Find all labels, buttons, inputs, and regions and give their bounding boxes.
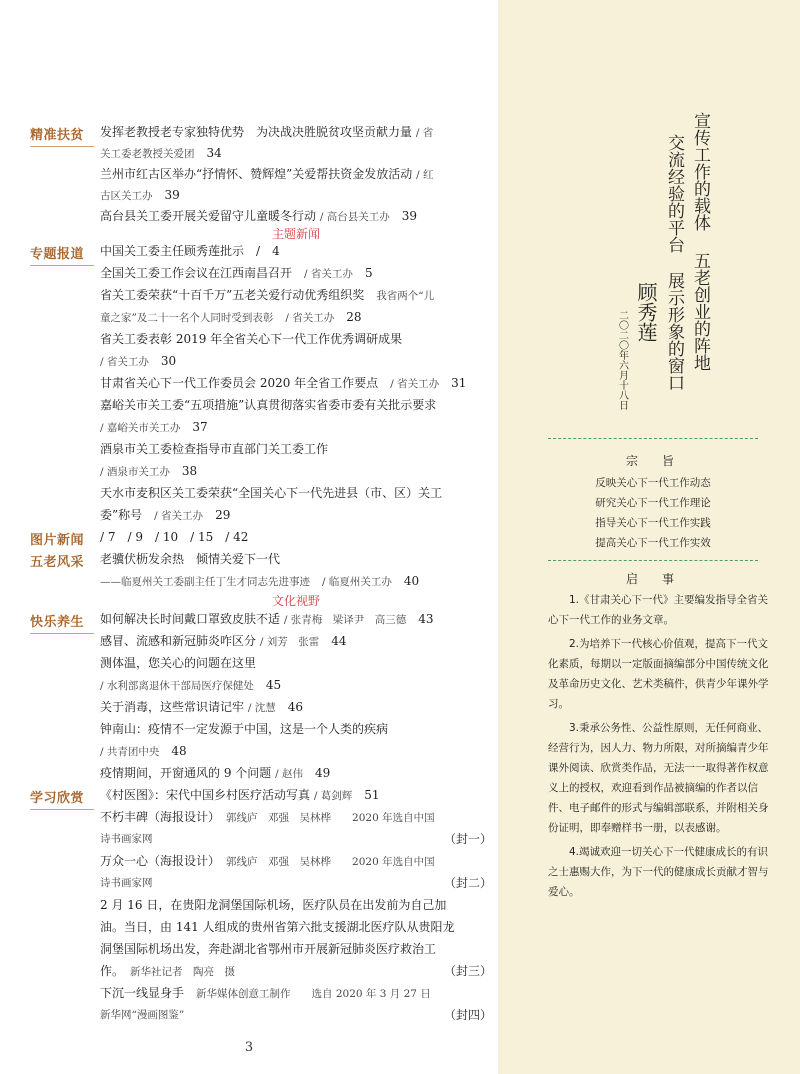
toc-entry[interactable]: 省关工委表彰 2019 年全省关心下一代工作优秀调研成果: [100, 332, 403, 346]
toc-entry[interactable]: ——临夏州关工委副主任丁生才同志先进事迹 / 临夏州关工办 40: [100, 574, 420, 588]
toc-entry[interactable]: 天水市麦积区关工委荣获“全国关心下一代先进县（市、区）关工: [100, 486, 443, 500]
toc-entry[interactable]: 2 月 16 日，在贵阳龙洞堡国际机场，医疗队员在出发前为自己加: [100, 898, 447, 912]
toc-entry[interactable]: / 省关工办 30: [100, 354, 177, 368]
calligraphy-inscription: [600, 92, 720, 412]
notice-paragraph: 1.《甘肃关心下一代》主要编发指导全省关心下一代工作的业务文章。: [548, 594, 769, 626]
toc-entry[interactable]: / 共青团中央 48: [100, 744, 187, 758]
calligraphy-col1: 宣传工作的载体: [690, 112, 710, 231]
toc-entry[interactable]: 老骥伏枥发余热 倾情关爱下一代: [100, 552, 281, 566]
tenet-item: 反映关心下一代工作动态: [595, 477, 711, 489]
section-jingzhun: 精准扶贫: [30, 128, 85, 143]
toc-entry[interactable]: 感冒、流感和新冠肺炎咋区分 / 刘芳 张雷 44: [100, 634, 347, 648]
calligraphy-date: 二〇二〇年六月十八日: [616, 310, 628, 410]
toc-entry[interactable]: 童之家”及二十一名个人同时受到表彰 / 省关工办 28: [100, 310, 362, 324]
section-rule: [30, 265, 94, 266]
toc-entry[interactable]: 不朽丰碑（海报设计） 郭线庐 邓强 吴林桦 2020 年选自中国: [100, 810, 435, 824]
toc-entry[interactable]: 诗书画家网 （封一）: [100, 832, 492, 846]
toc-entry[interactable]: 中国关工委主任顾秀莲批示 / 4: [100, 244, 280, 258]
calligraphy-col2: 交流经验的平台: [664, 134, 684, 253]
toc-entry[interactable]: 兰州市红古区举办“抒情怀、赞辉煌”关爱帮扶资金发放活动 / 红: [100, 167, 434, 181]
notice-paragraph: 2.为培养下一代核心价值观，提高下一代文化素质，每期以一定版面摘编部分中国传统文化及革命历史文化、艺术类稿件，供青少年课外学习。: [548, 638, 769, 710]
toc-entry[interactable]: 如何解决长时间戴口罩致皮肤不适 / 张青梅 梁译尹 高三德 43: [100, 612, 434, 626]
toc-entry[interactable]: 全国关工委工作会议在江西南昌召开 / 省关工办 5: [100, 266, 373, 280]
tenet-item: 指导关心下一代工作实践: [595, 517, 711, 529]
toc-entry[interactable]: 关于消毒，这些常识请记牢 / 沈慧 46: [100, 700, 304, 714]
section-xuexi: 学习欣赏: [30, 791, 85, 806]
toc-entry[interactable]: 委”称号 / 省关工办 29: [100, 508, 231, 522]
calligraphy-signature: 顾秀莲: [634, 282, 658, 342]
divider: [548, 438, 758, 439]
toc-entry[interactable]: 洞堡国际机场出发，奔赴湖北省鄂州市开展新冠肺炎医疗救治工: [100, 942, 437, 956]
calligraphy-col1b: 五老创业的阵地: [690, 252, 710, 371]
toc-entry[interactable]: 疫情期间，开窗通风的 9 个问题 / 赵伟 49: [100, 766, 331, 780]
toc-entry[interactable]: 万众一心（海报设计） 郭线庐 邓强 吴林桦 2020 年选自中国: [100, 854, 435, 868]
toc-entry[interactable]: 《村医图》：宋代中国乡村医疗活动写真 / 葛剑辉 51: [100, 788, 380, 802]
toc-entry[interactable]: 钟南山：疫情不一定发源于中国，这是一个人类的疾病: [100, 722, 389, 736]
tenet-item: 研究关心下一代工作理论: [595, 497, 711, 509]
section-rule: [30, 633, 94, 634]
toc-entry[interactable]: 下沉一线显身手 新华媒体创意工制作 选自 2020 年 3 月 27 日: [100, 986, 431, 1000]
section-tupian: 图片新闻: [30, 533, 85, 548]
notice-paragraph: 3.秉承公务性、公益性原则，无任何商业、经营行为，因人力、物力所限，对所摘编青少年课外阅读、欣赏类作品，无法一一取得著作权意义上的授权，欢迎看到作品被摘编的作者以信件、电子邮件的形式与编辑部联系，并附相关身份证明，即奉赠样书一册，以表感谢。: [548, 722, 769, 834]
toc-entry[interactable]: / 嘉峪关市关工办 37: [100, 420, 208, 434]
toc-entry[interactable]: 高台县关工委开展关爱留守儿童暖冬行动 / 高台县关工办 39: [100, 209, 418, 223]
banner-zhuti: 主题新闻: [271, 227, 320, 241]
toc-entry[interactable]: 作。 新华社记者 陶亮 摄 （封三）: [100, 964, 492, 978]
toc-entry[interactable]: 诗书画家网 （封二）: [100, 876, 492, 890]
tenets-title: 宗 旨: [625, 454, 680, 468]
toc-entry[interactable]: / 酒泉市关工办 38: [100, 464, 198, 478]
toc-entry[interactable]: 新华网“漫画图鉴” （封四）: [100, 1008, 492, 1022]
notice-paragraph: 4.竭诚欢迎一切关心下一代健康成长的有识之士惠赐大作，为下一代的健康成长贡献才智与爱心。: [548, 846, 769, 898]
calligraphy-col2b: 展示形象的窗口: [664, 272, 684, 391]
toc-entry[interactable]: / 水利部离退休干部局医疗保健处 45: [100, 678, 282, 692]
toc-entry[interactable]: / 7 / 9 / 10 / 15 / 42: [100, 530, 249, 544]
section-rule: [30, 809, 94, 810]
banner-wenhua: 文化视野: [271, 594, 320, 608]
toc-entry[interactable]: 测体温，您关心的问题在这里: [100, 656, 257, 670]
toc-entry[interactable]: 省关工委荣获“十百千万”五老关爱行动优秀组织奖 我省两个“儿: [100, 288, 435, 302]
toc-entry[interactable]: 酒泉市关工委检查指导市直部门关工委工作: [100, 442, 329, 456]
notice-title: 启 事: [625, 572, 680, 586]
toc-entry[interactable]: 发挥老教授老专家独特优势 为决战决胜脱贫攻坚贡献力量 / 省: [100, 125, 434, 139]
toc-entry[interactable]: 关工委老教授关爱团 34: [100, 146, 222, 160]
section-wulao: 五老风采: [30, 555, 85, 570]
page-number: 3: [244, 1040, 254, 1055]
section-kuaile: 快乐养生: [30, 615, 85, 630]
section-zhuanti: 专题报道: [30, 247, 85, 262]
toc-entry[interactable]: 嘉峪关市关工委“五项措施”认真贯彻落实省委市委有关批示要求: [100, 398, 437, 412]
toc-entry[interactable]: 甘肃省关心下一代工作委员会 2020 年全省工作要点 / 省关工办 31: [100, 376, 467, 390]
toc-entry[interactable]: 古区关工办 39: [100, 188, 180, 202]
section-rule: [30, 146, 94, 147]
toc-entry[interactable]: 油。当日，由 141 人组成的贵州省第六批支援湖北医疗队从贵阳龙: [100, 920, 455, 934]
divider: [548, 560, 758, 561]
tenet-item: 提高关心下一代工作实效: [595, 537, 711, 549]
notice-body: [548, 590, 778, 906]
